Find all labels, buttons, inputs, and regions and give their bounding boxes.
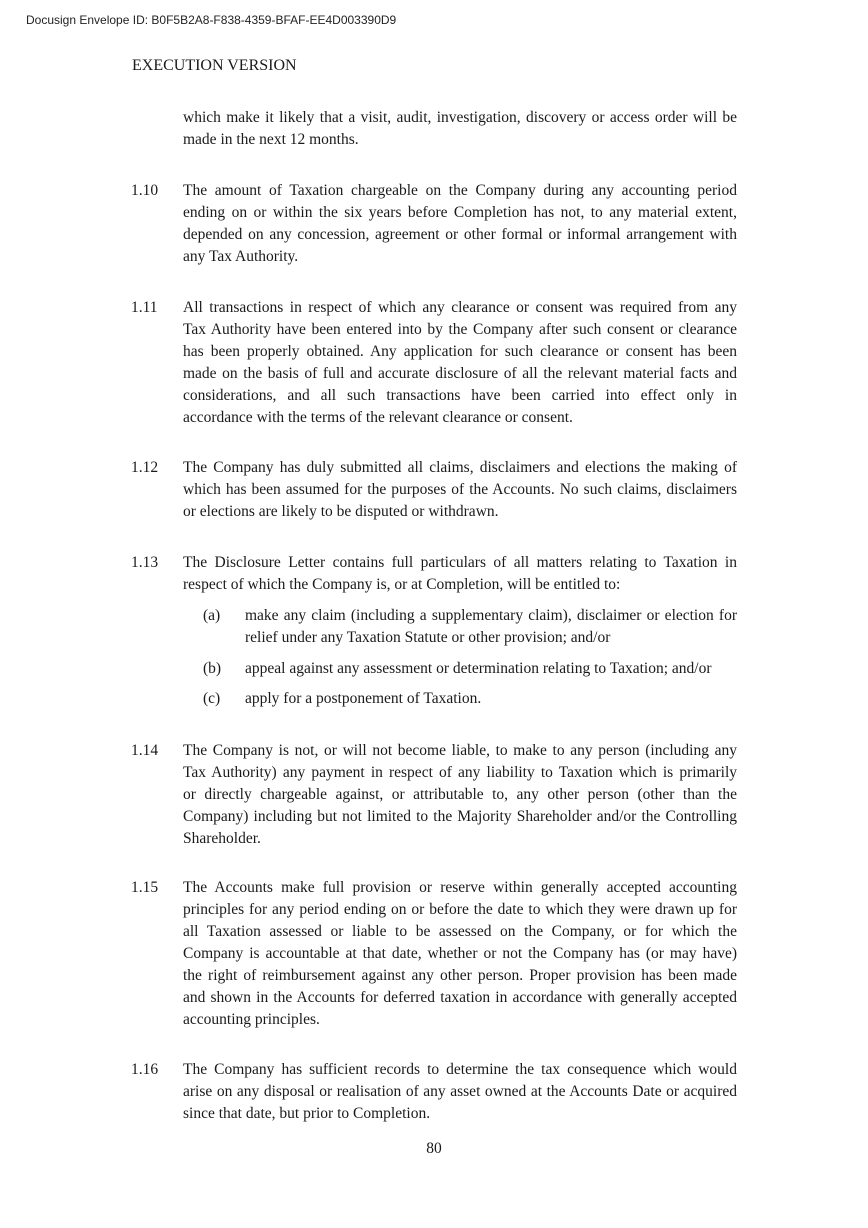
clause-number: 1.14 (131, 742, 159, 759)
text-line: The Company has duly submitted all claims, disclaimers and elections the making of (183, 459, 737, 476)
text-line: made on the basis of full and accurate disclosure of all the relevant material facts and (183, 365, 737, 382)
text-line: The amount of Taxation chargeable on the Company during any accounting period (183, 182, 737, 199)
text-line: or directly chargeable against, or attributable to, any other person (other than the (183, 786, 737, 803)
page-number: 80 (426, 1140, 442, 1157)
text-line: respect of which the Company is, or at Completion, will be entitled to: (183, 576, 621, 593)
subitem-label: (b) (203, 660, 222, 677)
text-line: Shareholder. (183, 830, 261, 847)
text-line: accounting principles. (183, 1011, 320, 1028)
text-line: any Tax Authority. (183, 248, 299, 265)
clause-number: 1.11 (131, 299, 158, 316)
text-line: The Company is not, or will not become liable, to make to any person (including any (183, 742, 737, 759)
subitem-body (245, 658, 737, 680)
clause-body (183, 297, 737, 429)
text-line: and shown in the Accounts for deferred taxation in accordance with generally accepted (183, 989, 737, 1006)
text-line: all Taxation assessed or liable to be assessed on the Company, or for which the (183, 923, 737, 940)
clause-body (183, 180, 737, 268)
clause-number: 1.12 (131, 459, 159, 476)
subitem-body (245, 688, 737, 710)
clause-body (183, 740, 737, 850)
clause-number: 1.10 (131, 182, 159, 199)
subitem-body (245, 605, 737, 649)
continuation-body (183, 107, 737, 151)
docusign-envelope-id: Docusign Envelope ID: B0F5B2A8-F838-4359-BFAF-EE4D003390D9 (26, 13, 397, 27)
text-line: since that date, but prior to Completion. (183, 1105, 431, 1122)
text-line: made in the next 12 months. (183, 131, 359, 148)
clause-body (183, 552, 737, 596)
text-line: Company is accountable at that date, whether or not the Company has (or may have) (183, 945, 737, 962)
text-line: appeal against any assessment or determination relating to Taxation; and/or (245, 660, 712, 677)
text-line: which make it likely that a visit, audit, investigation, discovery or access order will be (183, 109, 737, 126)
clause-body (183, 1059, 737, 1125)
subitem-label: (a) (203, 607, 221, 624)
text-line: The Disclosure Letter contains full particulars of all matters relating to Taxation in (183, 554, 737, 571)
text-line: depended on any concession, agreement or other formal or informal arrangement with (183, 226, 737, 243)
clause-body (183, 877, 737, 1031)
text-line: the right of reimbursement against any other person. Proper provision has been made (183, 967, 737, 984)
subitem-label: (c) (203, 690, 221, 707)
clause-body (183, 457, 737, 523)
text-line: The Company has sufficient records to determine the tax consequence which would (183, 1061, 737, 1078)
execution-version-header: EXECUTION VERSION (132, 57, 297, 74)
clause-number: 1.15 (131, 879, 159, 896)
text-line: relief under any Taxation Statute or other provision; and/or (245, 629, 611, 646)
text-line: All transactions in respect of which any clearance or consent was required from any (183, 299, 737, 316)
text-line: Company) including but not limited to the Majority Shareholder and/or the Controlling (183, 808, 737, 825)
text-line: which has been assumed for the purposes of the Accounts. No such claims, disclaimers (183, 481, 737, 498)
text-line: make any claim (including a supplementary claim), disclaimer or election for (245, 607, 737, 624)
text-line: Tax Authority) any payment in respect of any liability to Taxation which is primarily (183, 764, 737, 781)
text-line: has been properly obtained. Any application for such clearance or consent has been (183, 343, 737, 360)
text-line: principles for any period ending on or before the date to which they were drawn up for (183, 901, 737, 918)
clause-number: 1.13 (131, 554, 159, 571)
text-line: apply for a postponement of Taxation. (245, 690, 482, 707)
text-line: The Accounts make full provision or reserve within generally accepted accounting (183, 879, 737, 896)
text-line: Tax Authority have been entered into by the Company after such consent or clearance (183, 321, 737, 338)
text-line: accordance with the terms of the relevant clearance or consent. (183, 409, 573, 426)
text-line: considerations, and all such transactions have been carried into effect only in (183, 387, 737, 404)
text-line: ending on or within the six years before Completion has not, to any material extent, (183, 204, 737, 221)
clause-number: 1.16 (131, 1061, 159, 1078)
text-line: arise on any disposal or realisation of any asset owned at the Accounts Date or acquired (183, 1083, 737, 1100)
text-line: or elections are likely to be disputed or withdrawn. (183, 503, 499, 520)
